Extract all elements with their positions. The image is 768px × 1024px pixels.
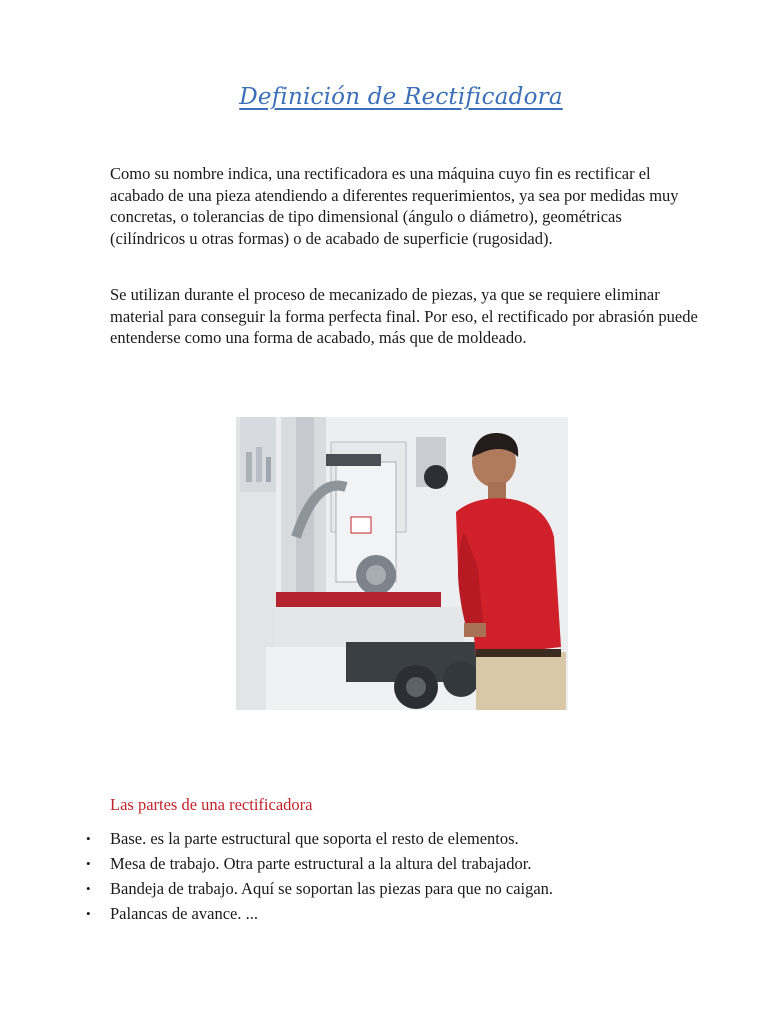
part-work-tray: Bandeja de trabajo. Aquí se soportan las piezas para que no caigan. <box>110 879 554 898</box>
list-item <box>86 901 553 926</box>
usage-paragraph: Se utilizan durante el proceso de mecanizado de piezas, ya que se requiere eliminar material para conseguir la forma perfecta final. Por eso, el rectificado por abrasión puede entenderse como una forma de acabado, más que de moldeado. <box>110 285 698 347</box>
part-work-table: Mesa de trabajo. Otra parte estructural a la altura del trabajador. <box>110 854 532 873</box>
bullet-icon: • <box>86 881 91 896</box>
intro-paragraph: Como su nombre indica, una rectificadora es una máquina cuyo fin es rectificar el acabado de una pieza atendiendo a diferentes requerimientos, ya sea por medidas muy concretas, o tolerancias de tipo dimensional (ángulo o diámetro), geométricas (cilíndricos u otras formas) o de acabado de superficie (rugosidad). <box>110 164 679 248</box>
bullet-icon: • <box>86 856 91 871</box>
grinding-machine-illustration <box>236 417 568 710</box>
bullet-icon: • <box>86 831 91 846</box>
parts-list <box>86 826 554 926</box>
list-item <box>86 826 553 851</box>
page-title: Definición de Rectificadora <box>239 84 563 110</box>
parts-heading: Las partes de una rectificadora <box>110 795 313 814</box>
list-item <box>86 876 554 901</box>
grinding-machine-photo <box>236 417 568 710</box>
part-feed-levers: Palancas de avance. ... <box>110 904 258 923</box>
bullet-icon: • <box>86 906 91 921</box>
part-base: Base. es la parte estructural que soporta el resto de elementos. <box>110 829 519 848</box>
list-item <box>86 851 553 876</box>
